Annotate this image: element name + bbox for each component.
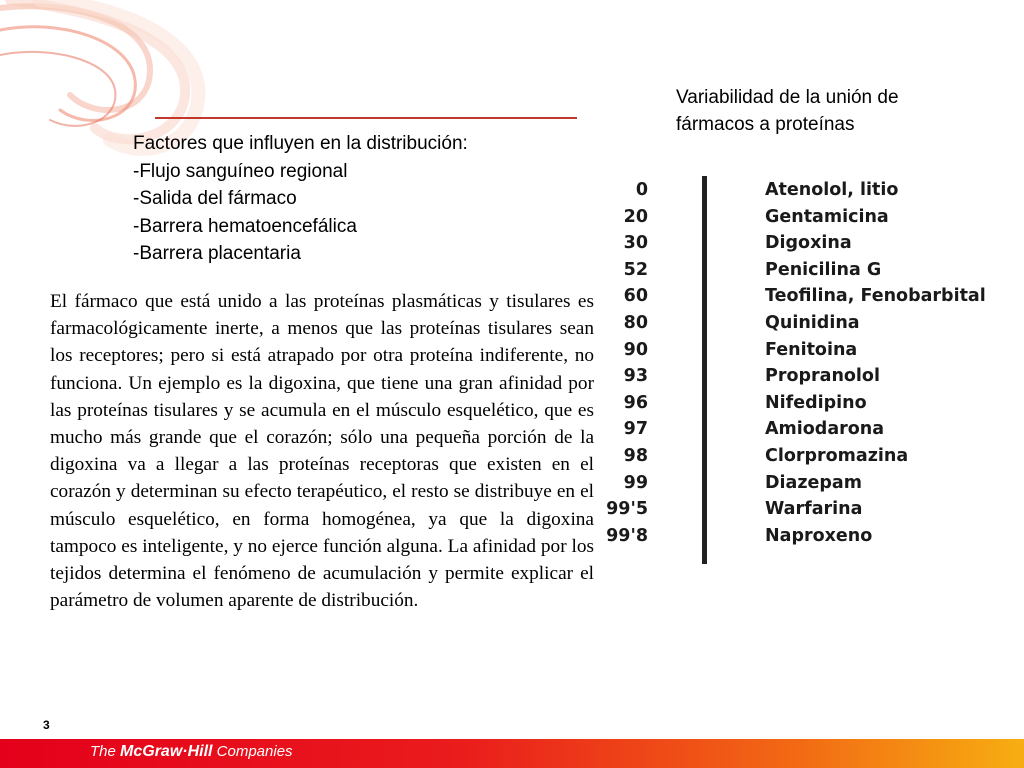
binding-percent: 80 [623, 313, 648, 333]
brand-prefix: The [90, 743, 116, 760]
distribution-factors-list [133, 130, 468, 268]
drug-name: Naproxeno [765, 525, 873, 546]
factors-heading: Factores que influyen en la distribución: [133, 133, 468, 154]
drug-name: Teofilina, Fenobarbital [765, 286, 986, 307]
binding-percent: 99'8 [606, 525, 648, 546]
drug-name: Digoxina [765, 233, 852, 254]
table-divider-line [702, 176, 707, 564]
drug-name: Gentamicina [765, 206, 889, 227]
binding-percent: 93 [623, 366, 648, 387]
page-number: 3 [43, 718, 50, 732]
binding-percent: 60 [623, 286, 648, 307]
drug-name: Diazepam [765, 472, 862, 493]
protein-binding-table [604, 180, 1004, 570]
drug-name: Warfarina [765, 499, 863, 520]
title-underline-rule [155, 117, 577, 119]
brand-name: McGraw·Hill [120, 743, 213, 760]
binding-percent: 52 [623, 259, 648, 280]
binding-percent: 90 [623, 339, 648, 360]
footer-bar [0, 739, 1024, 768]
binding-percent: 99 [623, 472, 648, 493]
drug-name: Clorpromazina [765, 446, 909, 466]
brand-suffix: Companies [216, 743, 293, 760]
body-paragraph: El fármaco que está unido a las proteínas plasmáticas y tisulares es farmacológicamente inerte, a menos que las proteínas tisulares sean los receptores; pero si está atrapado por otra proteína indiferente, no funciona. Un ejemplo es la digoxina, que tiene una gran afinidad por las proteínas tisulares y se acumula en el músculo esquelético, que es mucho más grande que el corazón; sólo una pequeña porción de la digoxina va a llegar a las proteínas receptoras que existen en el corazón y determinan su efecto terapéutico, el resto se distribuye en el músculo esquelético, en forma homogénea, ya que la digoxina tampoco es inteligente, y no ejerce función alguna. La afinidad por los tejidos determina el fenómeno de acumulación y permite explicar el parámetro de volumen aparente de distribución. [50, 291, 594, 612]
binding-percent: 0 [635, 180, 648, 200]
factor-item: -Barrera hematoencefálica [133, 215, 357, 237]
binding-table-title-line: Variabilidad de la unión de [676, 87, 899, 108]
drug-name: Propranolol [765, 366, 880, 387]
drug-name: Fenitoina [765, 339, 858, 360]
binding-percent: 97 [623, 419, 648, 440]
binding-percent: 99'5 [606, 499, 648, 520]
binding-table-title-line: fármacos a proteínas [676, 114, 855, 135]
drug-name: Nifedipino [765, 392, 867, 413]
factor-item: -Barrera placentaria [133, 243, 301, 264]
factor-item: -Flujo sanguíneo regional [133, 160, 348, 182]
factor-item: -Salida del fármaco [133, 188, 297, 209]
binding-percent: 30 [623, 233, 648, 254]
drug-name: Penicilina G [765, 259, 882, 280]
footer-brand-logo [90, 743, 293, 761]
binding-percent: 20 [623, 206, 648, 227]
drug-name: Atenolol, litio [765, 180, 899, 200]
drug-name: Quinidina [765, 313, 860, 333]
binding-percent: 96 [623, 392, 648, 413]
binding-percent: 98 [623, 446, 648, 466]
drug-name: Amiodarona [765, 419, 885, 440]
binding-table-title [676, 84, 899, 138]
